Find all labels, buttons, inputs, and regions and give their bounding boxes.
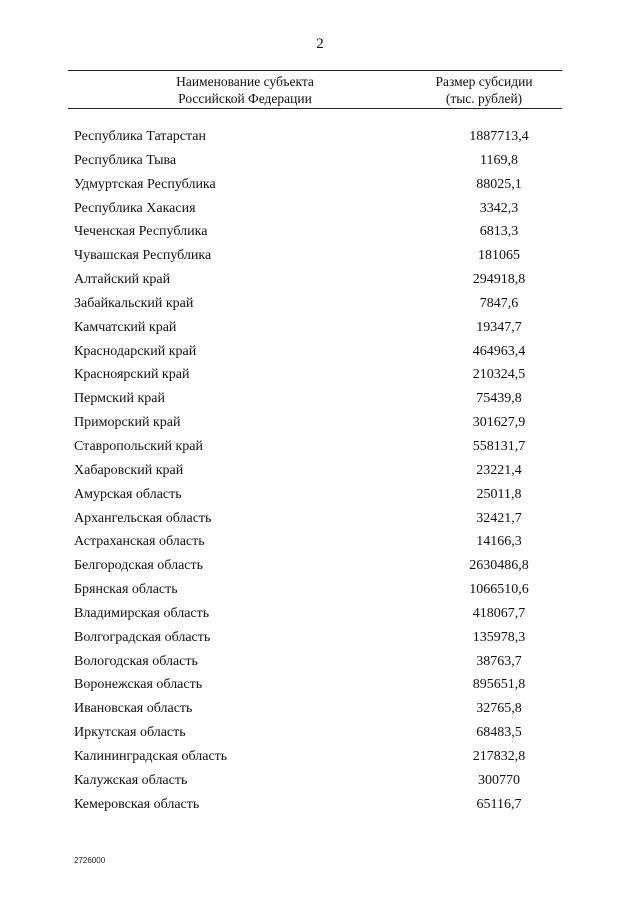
subsidy-value: 3342,3 <box>479 200 519 216</box>
subsidy-value: 294918,8 <box>472 272 526 288</box>
subsidy-value: 32421,7 <box>476 510 522 526</box>
subject-name: Камчатский край <box>74 319 177 335</box>
subject-name: Краснодарский край <box>74 343 197 359</box>
subsidy-value: 6813,3 <box>479 224 519 240</box>
subject-name: Архангельская область <box>74 510 212 526</box>
subsidy-value: 65116,7 <box>476 796 522 812</box>
subsidy-value: 25011,8 <box>476 486 522 502</box>
subject-name: Брянская область <box>74 582 178 598</box>
subject-name: Пермский край <box>74 391 165 407</box>
subject-name: Волгоградская область <box>74 629 211 645</box>
subsidy-value: 14166,3 <box>476 534 522 550</box>
subject-name: Воронежская область <box>74 677 203 693</box>
subsidy-value: 558131,7 <box>472 438 526 454</box>
subsidy-value: 75439,8 <box>476 391 522 407</box>
table-row <box>68 244 562 268</box>
subject-name: Удмуртская Республика <box>74 176 216 192</box>
subsidy-value: 418067,7 <box>472 605 526 621</box>
subsidy-table <box>68 70 562 816</box>
subsidy-value: 2630486,8 <box>469 558 529 574</box>
header-amount-line1: Размер субсидии <box>435 74 533 89</box>
subject-name: Ивановская область <box>74 701 193 717</box>
table-header <box>68 70 562 109</box>
subsidy-value: 895651,8 <box>472 677 526 693</box>
subject-name: Республика Татарстан <box>74 129 207 144</box>
table-body <box>68 125 562 816</box>
subject-name: Вологодская область <box>74 653 198 669</box>
table-row <box>68 220 562 244</box>
subject-name: Чеченская Республика <box>74 224 208 240</box>
subject-name: Хабаровский край <box>74 462 184 478</box>
subject-name: Красноярский край <box>74 367 190 383</box>
subject-name: Калининградская область <box>74 748 228 764</box>
table-row <box>68 745 562 769</box>
subject-name: Астраханская область <box>74 534 205 550</box>
subsidy-value: 88025,1 <box>476 176 522 192</box>
table-row <box>68 292 562 316</box>
subsidy-value: 38763,7 <box>476 653 522 669</box>
subsidy-value: 1169,8 <box>480 152 518 168</box>
table-row <box>68 673 562 697</box>
table-row <box>68 459 562 483</box>
subject-name: Владимирская область <box>74 605 210 621</box>
subject-name: Чувашская Республика <box>74 248 212 264</box>
header-subject-line1: Наименование субъекта <box>176 74 314 89</box>
subsidy-value: 210324,5 <box>472 367 526 383</box>
table-row <box>68 769 562 793</box>
header-subject-name <box>130 73 360 107</box>
subject-name: Алтайский край <box>74 272 171 288</box>
subject-name: Ставропольский край <box>74 438 203 454</box>
subject-name: Забайкальский край <box>74 295 194 311</box>
table-row <box>68 411 562 435</box>
subject-name: Амурская область <box>74 486 182 502</box>
header-subsidy-amount <box>404 73 564 107</box>
table-row <box>68 435 562 459</box>
table-row <box>68 507 562 531</box>
subject-name: Белгородская область <box>74 558 204 574</box>
table-row <box>68 483 562 507</box>
table-row <box>68 316 562 340</box>
subsidy-value: 68483,5 <box>476 725 522 741</box>
table-row <box>68 197 562 221</box>
subsidy-value: 23221,4 <box>476 462 522 478</box>
table-row <box>68 340 562 364</box>
table-row <box>68 125 562 149</box>
table-row <box>68 554 562 578</box>
table-row <box>68 530 562 554</box>
subsidy-value: 1887713,4 <box>469 129 529 144</box>
table-row <box>68 173 562 197</box>
table-row <box>68 650 562 674</box>
table-row <box>68 793 562 817</box>
subject-name: Иркутская область <box>74 725 186 741</box>
subsidy-value: 7847,6 <box>479 295 519 311</box>
table-row <box>68 363 562 387</box>
table-row <box>68 721 562 745</box>
table-row <box>68 578 562 602</box>
table-row <box>68 602 562 626</box>
subsidy-value: 19347,7 <box>476 319 522 335</box>
subject-name: Кемеровская область <box>74 796 200 812</box>
subject-name: Республика Тыва <box>74 152 177 168</box>
subsidy-value: 135978,3 <box>472 629 526 645</box>
header-amount-line2: (тыс. рублей) <box>445 91 523 106</box>
page-number: 2 <box>316 36 324 52</box>
subsidy-value: 1066510,6 <box>469 582 529 598</box>
table-row <box>68 387 562 411</box>
subject-name: Приморский край <box>74 415 181 431</box>
table-row <box>68 268 562 292</box>
subsidy-value: 300770 <box>478 772 520 788</box>
subject-name: Республика Хакасия <box>74 200 196 216</box>
subject-name: Калужская область <box>74 772 188 788</box>
subsidy-value: 301627,9 <box>472 415 526 431</box>
subsidy-value: 464963,4 <box>472 343 526 359</box>
table-row <box>68 697 562 721</box>
document-code: 2726000 <box>74 856 106 865</box>
table-row <box>68 626 562 650</box>
table-row <box>68 149 562 173</box>
subsidy-value: 181065 <box>478 248 520 264</box>
subsidy-value: 32765,8 <box>476 701 522 717</box>
subsidy-value: 217832,8 <box>472 748 526 764</box>
header-subject-line2: Российской Федерации <box>178 91 312 106</box>
